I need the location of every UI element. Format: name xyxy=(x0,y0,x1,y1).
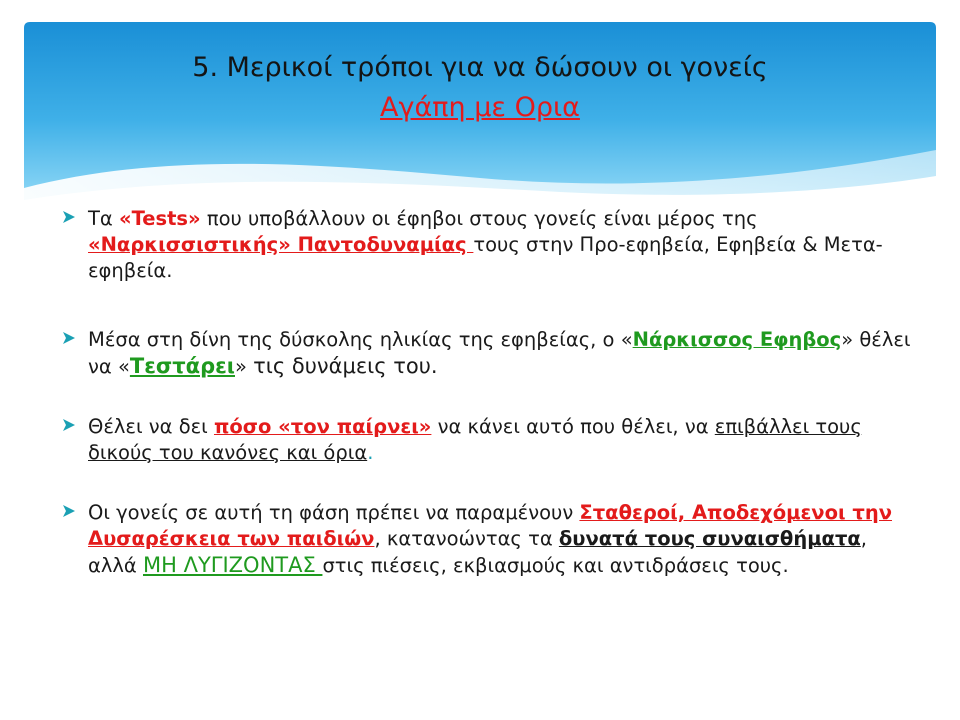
bullet-3-text-a: Θέλει να δει xyxy=(88,415,214,438)
arrow-bullet-icon xyxy=(60,329,78,347)
bullet-4 xyxy=(60,500,920,579)
bullet-3-how-much: πόσο «τον παίρνει» xyxy=(213,415,432,438)
bullet-4-feelings: δυνατά τους συναισθήματα xyxy=(558,527,861,550)
arrow-bullet-icon xyxy=(60,502,78,520)
bullet-4-text-c: , αλλά xyxy=(88,527,867,577)
arrow-bullet-icon xyxy=(60,208,78,226)
arrow-bullet-icon xyxy=(60,416,78,434)
bullet-list xyxy=(60,206,920,579)
bullet-4-not-bending: ΜΗ ΛΥΓΙΖΟΝΤΑΣ xyxy=(143,553,323,577)
bullet-4-text-b: , κατανοώντας τα xyxy=(374,527,559,550)
bullet-2-narcissus: Νάρκισσος Εφηβος xyxy=(632,328,842,351)
bullet-4-text-d: στις πιέσεις, εκβιασμούς και αντιδράσεις τους. xyxy=(322,554,789,577)
bullet-1-text-c: τους στην Προ-εφηβεία, Εφηβεία & Μετα-εφηβεία. xyxy=(88,233,883,282)
bullet-2-text-c: » xyxy=(235,355,254,378)
bullet-2-text-a: Μέσα στη δίνη της δύσκολης ηλικίας της εφηβείας, ο « xyxy=(88,328,633,351)
bullet-2-text-d: τις δυνάμεις του. xyxy=(253,354,438,378)
bullet-2-text-b: » θέλει να « xyxy=(88,328,911,378)
bullet-3 xyxy=(60,414,920,466)
bullet-3-text-b: να κάνει αυτό που θέλει, να xyxy=(431,415,715,438)
bullet-1-text-a: Τα xyxy=(88,207,119,230)
bullet-2 xyxy=(60,327,920,380)
bullet-3-impose: επιβάλλει τους δικούς του κανόνες και όρια xyxy=(88,415,862,464)
bullet-2-test: Τεστάρει xyxy=(129,354,235,378)
bullet-1-tests: «Tests» xyxy=(118,207,201,230)
bullet-3-text-c: . xyxy=(367,441,374,464)
bullet-1-text-b: που υποβάλλουν οι έφηβοι στους γονείς είναι μέρος της xyxy=(200,207,758,230)
slide-title xyxy=(24,48,936,128)
title-line-1: 5. Μερικοί τρόποι για να δώσουν οι γονείς xyxy=(192,52,768,83)
bullet-1 xyxy=(60,206,920,284)
title-line-2: Αγάπη με Ορια xyxy=(380,92,580,123)
bullet-4-text-a: Οι γονείς σε αυτή τη φάση πρέπει να παραμένουν xyxy=(88,501,580,524)
bullet-4-stable: Σταθεροί, Αποδεχόμενοι την Δυσαρέσκεια των παιδιών xyxy=(88,501,892,550)
bullet-1-narcissistic: «Ναρκισσιστικής» Παντοδυναμίας xyxy=(88,233,474,256)
